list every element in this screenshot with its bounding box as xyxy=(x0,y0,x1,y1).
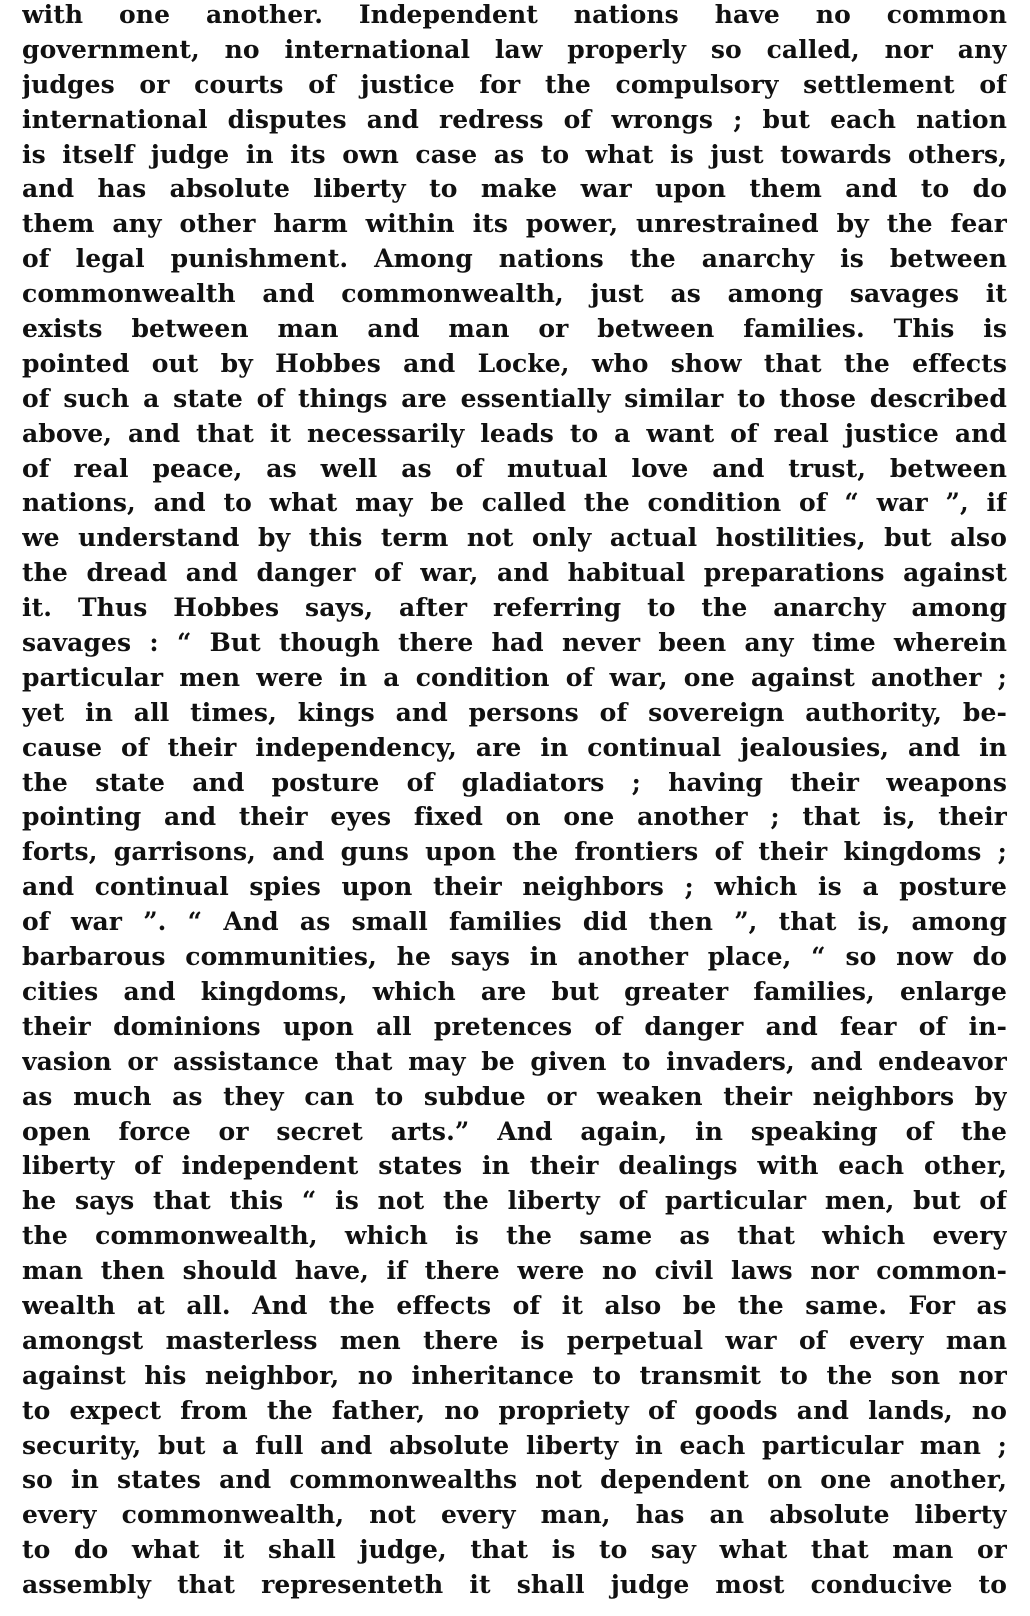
text-line: forts, garrisons, and guns upon the frontiers of their kingdoms ; xyxy=(22,837,1007,867)
text-line: their dominions upon all pretences of danger and fear of in- xyxy=(22,1011,1007,1041)
text-line: to expect from the father, no propriety of goods and lands, no xyxy=(22,1395,1007,1425)
text-line: international disputes and redress of wrongs ; but each nation xyxy=(22,104,1007,134)
text-line: yet in all times, kings and persons of sovereign authority, be- xyxy=(22,697,1007,727)
text-line: barbarous communities, he says in another place, “ so now do xyxy=(22,942,1007,972)
text-line: government, no international law properly so called, nor any xyxy=(22,34,1007,64)
text-line: of legal punishment. Among nations the anarchy is between xyxy=(22,244,1007,274)
document-page xyxy=(22,0,1007,1614)
text-line: above, and that it necessarily leads to a want of real justice and xyxy=(22,418,1007,448)
text-line: is itself judge in its own case as to what is just towards others, xyxy=(22,139,1007,169)
text-line: the state and posture of gladiators ; having their weapons xyxy=(22,767,1007,797)
text-line: cities and kingdoms, which are but greater families, enlarge xyxy=(22,976,1007,1006)
text-line: particular men were in a condition of war, one against another ; xyxy=(22,662,1007,692)
text-line: wealth at all. And the effects of it also be the same. For as xyxy=(22,1290,1007,1320)
text-line: exists between man and man or between families. This is xyxy=(22,314,1007,344)
text-line: as much as they can to subdue or weaken their neighbors by xyxy=(22,1081,1007,1111)
text-line: judges or courts of justice for the compulsory settlement of xyxy=(22,69,1007,99)
text-line: we understand by this term not only actual hostilities, but also xyxy=(22,523,1007,553)
text-line: liberty of independent states in their dealings with each other, xyxy=(22,1151,1007,1181)
text-line: them any other harm within its power, unrestrained by the fear xyxy=(22,209,1007,239)
text-line: nations, and to what may be called the condition of “ war ”, if xyxy=(22,488,1007,518)
text-line: savages : “ But though there had never been any time wherein xyxy=(22,628,1007,658)
text-line: every commonwealth, not every man, has an absolute liberty xyxy=(22,1500,1007,1530)
text-line: of war ”. “ And as small families did then ”, that is, among xyxy=(22,907,1007,937)
text-line: man then should have, if there were no civil laws nor common- xyxy=(22,1256,1007,1286)
text-line: security, but a full and absolute liberty in each particular man ; xyxy=(22,1430,1007,1460)
text-line: assembly that representeth it shall judge most conducive to xyxy=(22,1570,1007,1600)
text-line: amongst masterless men there is perpetual war of every man xyxy=(22,1325,1007,1355)
text-line: and continual spies upon their neighbors ; which is a posture xyxy=(22,872,1007,902)
text-line: commonwealth and commonwealth, just as among savages it xyxy=(22,279,1007,309)
text-line: pointing and their eyes fixed on one another ; that is, their xyxy=(22,802,1007,832)
text-line: and has absolute liberty to make war upon them and to do xyxy=(22,174,1007,204)
text-line: against his neighbor, no inheritance to transmit to the son nor xyxy=(22,1360,1007,1390)
text-line: of such a state of things are essentially similar to those described xyxy=(22,383,1007,413)
text-line: open force or secret arts.” And again, in speaking of the xyxy=(22,1116,1007,1146)
text-line: with one another. Independent nations have no common xyxy=(22,0,1007,29)
text-line: it. Thus Hobbes says, after referring to the anarchy among xyxy=(22,593,1007,623)
text-line: to do what it shall judge, that is to say what that man or xyxy=(22,1535,1007,1565)
text-line: the commonwealth, which is the same as that which every xyxy=(22,1221,1007,1251)
text-line: of real peace, as well as of mutual love and trust, between xyxy=(22,453,1007,483)
text-line: cause of their independency, are in continual jealousies, and in xyxy=(22,732,1007,762)
text-line: the dread and danger of war, and habitual preparations against xyxy=(22,558,1007,588)
text-line: he says that this “ is not the liberty of particular men, but of xyxy=(22,1186,1007,1216)
text-line: pointed out by Hobbes and Locke, who show that the effects xyxy=(22,348,1007,378)
text-line: vasion or assistance that may be given to invaders, and endeavor xyxy=(22,1046,1007,1076)
text-line: so in states and commonwealths not dependent on one another, xyxy=(22,1465,1007,1495)
